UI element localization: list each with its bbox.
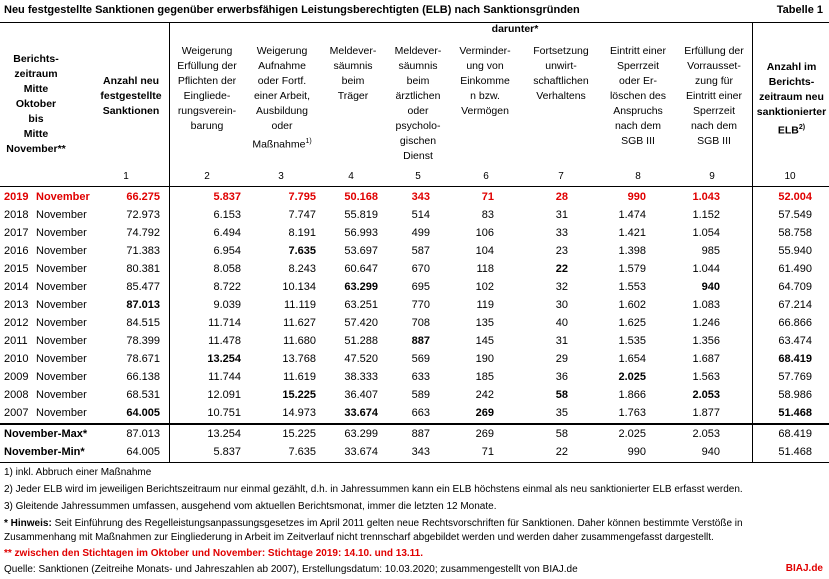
table-cell: 32 <box>555 281 568 293</box>
table-cell: 135 <box>475 317 494 329</box>
header-line: löschen des <box>609 90 667 102</box>
column-number: 9 <box>709 171 715 182</box>
header-line: schaftlichen <box>533 75 589 87</box>
footnote-ref: 1) <box>305 138 312 145</box>
row-year: 2015 <box>4 263 29 275</box>
table-cell: 33.674 <box>344 407 378 419</box>
table-cell: 57.549 <box>778 209 812 221</box>
table-cell: 708 <box>411 317 430 329</box>
table-row <box>0 404 829 422</box>
header-bottom-line <box>0 186 829 187</box>
table-cell: 990 <box>627 191 646 203</box>
table-row <box>0 332 829 350</box>
table-cell: 36.407 <box>344 389 378 401</box>
table-cell: 8.243 <box>288 263 316 275</box>
table-cell: 2.025 <box>618 371 646 383</box>
row-year: 2011 <box>4 335 28 347</box>
header-line: Mitte <box>23 83 49 95</box>
table-cell: 985 <box>701 245 720 257</box>
table-cell: 343 <box>411 191 430 203</box>
table-cell: 67.214 <box>778 299 812 311</box>
table-cell: 119 <box>476 299 494 311</box>
header-line: Verhaltens <box>536 90 586 102</box>
header-line: gischen <box>399 135 437 147</box>
table-cell: 66.138 <box>126 371 160 383</box>
table-cell: 1.625 <box>618 317 646 329</box>
table-cell: 13.768 <box>282 353 316 365</box>
column-number: 4 <box>348 171 354 182</box>
table-cell: 9.039 <box>213 299 241 311</box>
header-line: Aufnahme <box>258 60 306 72</box>
header-c3 <box>245 44 319 153</box>
summary-cell: 63.299 <box>344 428 378 440</box>
summary-label: November-Max* <box>4 428 88 440</box>
row-year: 2019 <box>4 191 29 203</box>
summary-cell: 5.837 <box>213 446 241 458</box>
row-month: November <box>36 209 87 221</box>
header-line: psycholo- <box>395 120 441 132</box>
table-cell: 85.477 <box>126 281 160 293</box>
summary-cell: 7.635 <box>288 446 316 458</box>
table-cell: 185 <box>475 371 494 383</box>
table-cell: 71 <box>481 191 494 203</box>
header-line: Erfüllung der <box>684 45 744 57</box>
header-line: beim <box>406 75 430 87</box>
table-cell: 1.044 <box>692 263 720 275</box>
table-cell: 28 <box>555 191 568 203</box>
table-row <box>0 206 829 224</box>
header-line: November** <box>6 143 66 155</box>
header-line: säumnis <box>333 60 373 72</box>
table-cell: 2.053 <box>692 389 720 401</box>
summary-label: November-Min* <box>4 446 85 458</box>
page-title: Neu festgestellte Sanktionen gegenüber erwerbsfähigen Leistungsberechtigten (ELB) nach Sanktionsgründen <box>4 4 580 16</box>
source-line: Quelle: Sanktionen (Zeitreihe Monats- und Jahreszahlen ab 2007), Erstellungsdatum: 10.03.2020; zusammengestellt von BIAJ.de <box>4 564 578 575</box>
footnote-hinweis-2: Zusammenhang mit Maßnahmen zur Eingliederung in Arbeit im Zeitverlauf nicht trennscharf abgebildet werden und werden daher zusammengefasst dargestellt. <box>4 532 714 543</box>
table-row <box>0 386 829 404</box>
table-cell: 58.758 <box>778 227 812 239</box>
header-period <box>0 52 72 157</box>
table-cell: 60.647 <box>344 263 378 275</box>
row-year: 2018 <box>4 209 29 221</box>
table-cell: 1.579 <box>618 263 646 275</box>
table-cell: 63.474 <box>778 335 812 347</box>
footnote-1: 1) inkl. Abbruch einer Maßnahme <box>4 467 152 478</box>
table-cell: 50.168 <box>344 191 378 203</box>
table-cell: 57.420 <box>344 317 378 329</box>
brand-label: BIAJ.de <box>785 563 823 574</box>
summary-row <box>0 443 829 461</box>
header-line: nach dem <box>690 120 738 132</box>
column-number: 5 <box>415 171 421 182</box>
summary-cell: 87.013 <box>126 428 160 440</box>
table-cell: 104 <box>475 245 494 257</box>
table-cell: 11.619 <box>283 371 316 383</box>
row-month: November <box>36 407 87 419</box>
table-cell: 1.356 <box>692 335 720 347</box>
summary-cell: 64.005 <box>126 446 160 458</box>
row-month: November <box>36 335 87 347</box>
header-line: Weigerung <box>181 45 233 57</box>
summary-cell: 269 <box>475 428 494 440</box>
header-c9 <box>677 44 751 149</box>
summary-cell: 2.053 <box>692 428 720 440</box>
vertical-line-left <box>169 22 170 463</box>
column-number: 10 <box>784 171 796 182</box>
table-cell: 31 <box>555 209 568 221</box>
summary-cell: 22 <box>555 446 568 458</box>
footnote-stichtage: ** zwischen den Stichtagen im Oktober und November: Stichtage 2019: 14.10. und 13.11. <box>4 548 424 559</box>
hinweis-text-1: Seit Einführung des Regelleistungsanpassungsgesetzes im April 2011 gelten neue Rechtsvorschriften für Sanktionen. Daher können bestimmte Verstöße in <box>51 518 743 529</box>
summary-cell: 51.468 <box>778 446 812 458</box>
header-line: oder Er- <box>619 75 657 87</box>
table-row <box>0 260 829 278</box>
header-line: Mitte <box>23 128 49 140</box>
table-cell: 589 <box>411 389 430 401</box>
table-bottom-line <box>0 462 829 463</box>
table-cell: 5.837 <box>213 191 241 203</box>
table-row <box>0 296 829 314</box>
column-number: 3 <box>278 171 284 182</box>
header-line: rungsverein- <box>177 105 237 117</box>
table-row <box>0 278 829 296</box>
header-line: Berichts- <box>768 76 815 88</box>
summary-cell: 71 <box>481 446 494 458</box>
header-line: festgestellte <box>100 90 162 102</box>
table-cell: 1.083 <box>692 299 720 311</box>
table-cell: 1.602 <box>618 299 646 311</box>
row-month: November <box>36 191 90 203</box>
header-line: unwirt- <box>545 60 577 72</box>
footnote-ref: 2) <box>798 124 806 131</box>
table-cell: 1.246 <box>692 317 720 329</box>
header-line: SGB III <box>621 135 655 147</box>
table-cell: 7.747 <box>288 209 316 221</box>
header-line: oder <box>407 105 429 117</box>
header-line: Eintritt einer <box>609 45 667 57</box>
row-year: 2016 <box>4 245 29 257</box>
table-cell: 1.654 <box>618 353 646 365</box>
header-line: Eingliede- <box>183 90 231 102</box>
table-cell: 145 <box>475 335 494 347</box>
summary-cell: 343 <box>411 446 430 458</box>
table-cell: 1.398 <box>618 245 646 257</box>
table-cell: 11.478 <box>208 335 241 347</box>
row-year: 2014 <box>4 281 29 293</box>
summary-cell: 940 <box>701 446 720 458</box>
header-line: Einkomme <box>460 75 510 87</box>
darunter-label: darunter* <box>491 23 539 35</box>
table-cell: 72.973 <box>126 209 160 221</box>
row-month: November <box>36 263 87 275</box>
row-month: November <box>36 227 87 239</box>
header-line: oder <box>271 120 293 132</box>
header-line: Sperrzeit <box>616 60 659 72</box>
table-cell: 587 <box>411 245 430 257</box>
header-line: Maßnahme <box>252 138 306 151</box>
table-cell: 66.275 <box>126 191 160 203</box>
table-cell: 23 <box>555 245 568 257</box>
table-cell: 55.819 <box>344 209 378 221</box>
table-cell: 269 <box>475 407 494 419</box>
footnote-2: 2) Jeder ELB wird im jeweiligen Berichtszeitraum nur einmal gezählt, d.h. in Jahressummen kann ein ELB höchstens einmal als neu sanktionierter ELB erfasst werden. <box>4 484 743 495</box>
table-cell: 6.494 <box>213 227 241 239</box>
header-line: Träger <box>337 90 369 102</box>
header-c4 <box>322 44 384 104</box>
header-line: Eintritt einer <box>685 90 743 102</box>
table-cell: 74.792 <box>126 227 160 239</box>
table-cell: 106 <box>475 227 494 239</box>
table-cell: 53.697 <box>344 245 378 257</box>
header-line: ärztlichen <box>395 90 441 102</box>
table-cell: 1.563 <box>692 371 720 383</box>
table-cell: 499 <box>411 227 430 239</box>
table-label: Tabelle 1 <box>776 4 823 16</box>
table-cell: 56.993 <box>344 227 378 239</box>
table-cell: 1.763 <box>618 407 646 419</box>
table-cell: 11.627 <box>283 317 316 329</box>
row-month: November <box>36 389 87 401</box>
table-cell: 40 <box>555 317 568 329</box>
summary-cell: 2.025 <box>618 428 646 440</box>
table-cell: 55.940 <box>778 245 812 257</box>
header-line: SGB III <box>697 135 731 147</box>
header-line: Anspruchs <box>613 105 663 117</box>
table-cell: 190 <box>475 353 494 365</box>
table-cell: 1.043 <box>692 191 720 203</box>
table-top-line <box>0 22 829 23</box>
header-line: Oktober <box>15 98 57 110</box>
header-line: sanktionierter <box>756 106 827 118</box>
table-cell: 770 <box>411 299 430 311</box>
table-cell: 1.152 <box>692 209 720 221</box>
table-cell: 6.954 <box>213 245 241 257</box>
hinweis-label: * Hinweis: <box>4 518 52 529</box>
row-month: November <box>36 371 87 383</box>
header-line: nach dem <box>614 120 662 132</box>
row-year: 2007 <box>4 407 29 419</box>
header-line: Verminder- <box>459 45 511 57</box>
header-line: Weigerung <box>256 45 308 57</box>
column-number: 7 <box>558 171 564 182</box>
row-year: 2017 <box>4 227 29 239</box>
table-row <box>0 188 829 206</box>
header-line: Meldever- <box>329 45 377 57</box>
summary-cell: 887 <box>411 428 430 440</box>
column-number: 1 <box>123 171 129 182</box>
header-line: n bzw. <box>470 90 500 102</box>
row-month: November <box>36 353 87 365</box>
table-cell: 51.468 <box>778 407 812 419</box>
table-cell: 1.877 <box>692 407 720 419</box>
table-cell: 66.866 <box>778 317 812 329</box>
row-year: 2010 <box>4 353 29 365</box>
summary-cell: 15.225 <box>282 428 316 440</box>
table-cell: 940 <box>701 281 720 293</box>
row-month: November <box>36 281 87 293</box>
header-line: zeitraum neu <box>759 91 824 103</box>
table-cell: 57.769 <box>778 371 812 383</box>
table-cell: 1.535 <box>618 335 646 347</box>
header-line: ELB <box>777 124 799 137</box>
table-row <box>0 368 829 386</box>
table-cell: 1.421 <box>618 227 646 239</box>
table-row <box>0 242 829 260</box>
table-cell: 633 <box>411 371 430 383</box>
table-row <box>0 350 829 368</box>
table-cell: 78.399 <box>126 335 160 347</box>
table-cell: 663 <box>411 407 430 419</box>
summary-cell: 990 <box>627 446 646 458</box>
summary-cell: 68.419 <box>778 428 812 440</box>
table-cell: 36 <box>555 371 568 383</box>
table-cell: 68.419 <box>778 353 812 365</box>
header-line: Vorrausset- <box>687 60 741 72</box>
header-line: einer Arbeit, <box>253 90 311 102</box>
table-cell: 1.866 <box>618 389 646 401</box>
row-month: November <box>36 299 87 311</box>
header-line: Fortsetzung <box>533 45 589 57</box>
header-line: oder Fortf. <box>257 75 307 87</box>
table-cell: 695 <box>411 281 430 293</box>
summary-cell: 58 <box>555 428 568 440</box>
table-cell: 87.013 <box>126 299 160 311</box>
table-cell: 7.635 <box>288 245 316 257</box>
table-cell: 61.490 <box>778 263 812 275</box>
header-line: ung von <box>466 60 504 72</box>
table-cell: 11.714 <box>208 317 241 329</box>
table-cell: 83 <box>481 209 494 221</box>
column-number: 8 <box>635 171 641 182</box>
header-line: Berichts- <box>13 53 59 65</box>
footnote-hinweis <box>4 517 743 530</box>
vertical-line-right <box>752 22 753 463</box>
table-cell: 8.191 <box>288 227 316 239</box>
table-cell: 6.153 <box>213 209 241 221</box>
table-cell: 33 <box>555 227 568 239</box>
header-line: Pflichten der <box>177 75 237 87</box>
table-cell: 84.515 <box>126 317 160 329</box>
table-cell: 8.058 <box>213 263 241 275</box>
row-year: 2009 <box>4 371 29 383</box>
table-cell: 10.134 <box>282 281 316 293</box>
table-cell: 1.054 <box>692 227 720 239</box>
table-cell: 58.986 <box>778 389 812 401</box>
table-row <box>0 224 829 242</box>
header-line: zeitraum <box>14 68 58 80</box>
header-c5 <box>386 44 450 164</box>
table-cell: 7.795 <box>288 191 316 203</box>
header-line: Meldever- <box>394 45 442 57</box>
header-line: Sanktionen <box>102 105 160 117</box>
table-cell: 569 <box>411 353 430 365</box>
header-line: säumnis <box>398 60 438 72</box>
table-cell: 22 <box>555 263 568 275</box>
header-line: Sperrzeit <box>692 105 735 117</box>
header-line: Ausbildung <box>256 105 308 117</box>
table-cell: 242 <box>475 389 494 401</box>
header-c10 <box>754 60 829 139</box>
summary-cell: 13.254 <box>207 428 241 440</box>
table-cell: 51.288 <box>344 335 378 347</box>
header-c1 <box>93 74 169 119</box>
table-cell: 15.225 <box>282 389 316 401</box>
footnote-3: 3) Gleitende Jahressummen umfassen, ausgehend vom aktuellen Berichtsmonat, immer die letzten 12 Monate. <box>4 501 497 512</box>
header-c6 <box>452 44 518 119</box>
summary-top-line <box>0 423 829 425</box>
column-number: 6 <box>483 171 489 182</box>
table-cell: 47.520 <box>344 353 378 365</box>
table-cell: 30 <box>555 299 568 311</box>
summary-row <box>0 425 829 443</box>
row-month: November <box>36 317 87 329</box>
header-line: Erfüllung der <box>177 60 237 72</box>
table-cell: 11.744 <box>208 371 241 383</box>
column-number-row <box>0 168 829 186</box>
table-cell: 1.687 <box>692 353 720 365</box>
table-cell: 8.722 <box>213 281 241 293</box>
table-cell: 52.004 <box>778 191 812 203</box>
table-cell: 29 <box>555 353 568 365</box>
row-year: 2012 <box>4 317 29 329</box>
table-cell: 64.709 <box>778 281 812 293</box>
table-cell: 63.299 <box>344 281 378 293</box>
header-c8 <box>600 44 676 149</box>
table-cell: 670 <box>411 263 430 275</box>
table-cell: 38.333 <box>344 371 378 383</box>
table-cell: 80.381 <box>126 263 160 275</box>
table-cell: 68.531 <box>126 389 160 401</box>
table-cell: 35 <box>555 407 568 419</box>
table-cell: 11.680 <box>283 335 316 347</box>
table-cell: 1.553 <box>618 281 646 293</box>
header-line: Anzahl im <box>766 61 817 73</box>
table-row <box>0 314 829 332</box>
table-cell: 12.091 <box>207 389 241 401</box>
table-cell: 31 <box>555 335 568 347</box>
header-line: bis <box>28 113 44 125</box>
header-c2 <box>171 44 243 134</box>
table-cell: 102 <box>475 281 494 293</box>
table-cell: 514 <box>411 209 430 221</box>
header-line: zung für <box>695 75 733 87</box>
table-cell: 71.383 <box>126 245 160 257</box>
header-line: Vermögen <box>461 105 509 117</box>
header-line: beim <box>341 75 365 87</box>
row-year: 2008 <box>4 389 29 401</box>
table-cell: 11.119 <box>283 299 316 311</box>
table-cell: 63.251 <box>344 299 378 311</box>
column-number: 2 <box>204 171 210 182</box>
header-line: Dienst <box>403 150 433 162</box>
table-cell: 78.671 <box>126 353 160 365</box>
row-year: 2013 <box>4 299 29 311</box>
table-cell: 1.474 <box>618 209 646 221</box>
header-line: barung <box>190 120 224 132</box>
table-cell: 118 <box>476 263 494 275</box>
table-cell: 13.254 <box>207 353 241 365</box>
header-line: Anzahl neu <box>102 75 159 87</box>
row-month: November <box>36 245 87 257</box>
table-cell: 58 <box>555 389 568 401</box>
table-cell: 14.973 <box>282 407 316 419</box>
table-cell: 10.751 <box>207 407 241 419</box>
summary-cell: 33.674 <box>344 446 378 458</box>
header-c7 <box>522 44 600 104</box>
table-cell: 887 <box>411 335 430 347</box>
table-cell: 64.005 <box>126 407 160 419</box>
